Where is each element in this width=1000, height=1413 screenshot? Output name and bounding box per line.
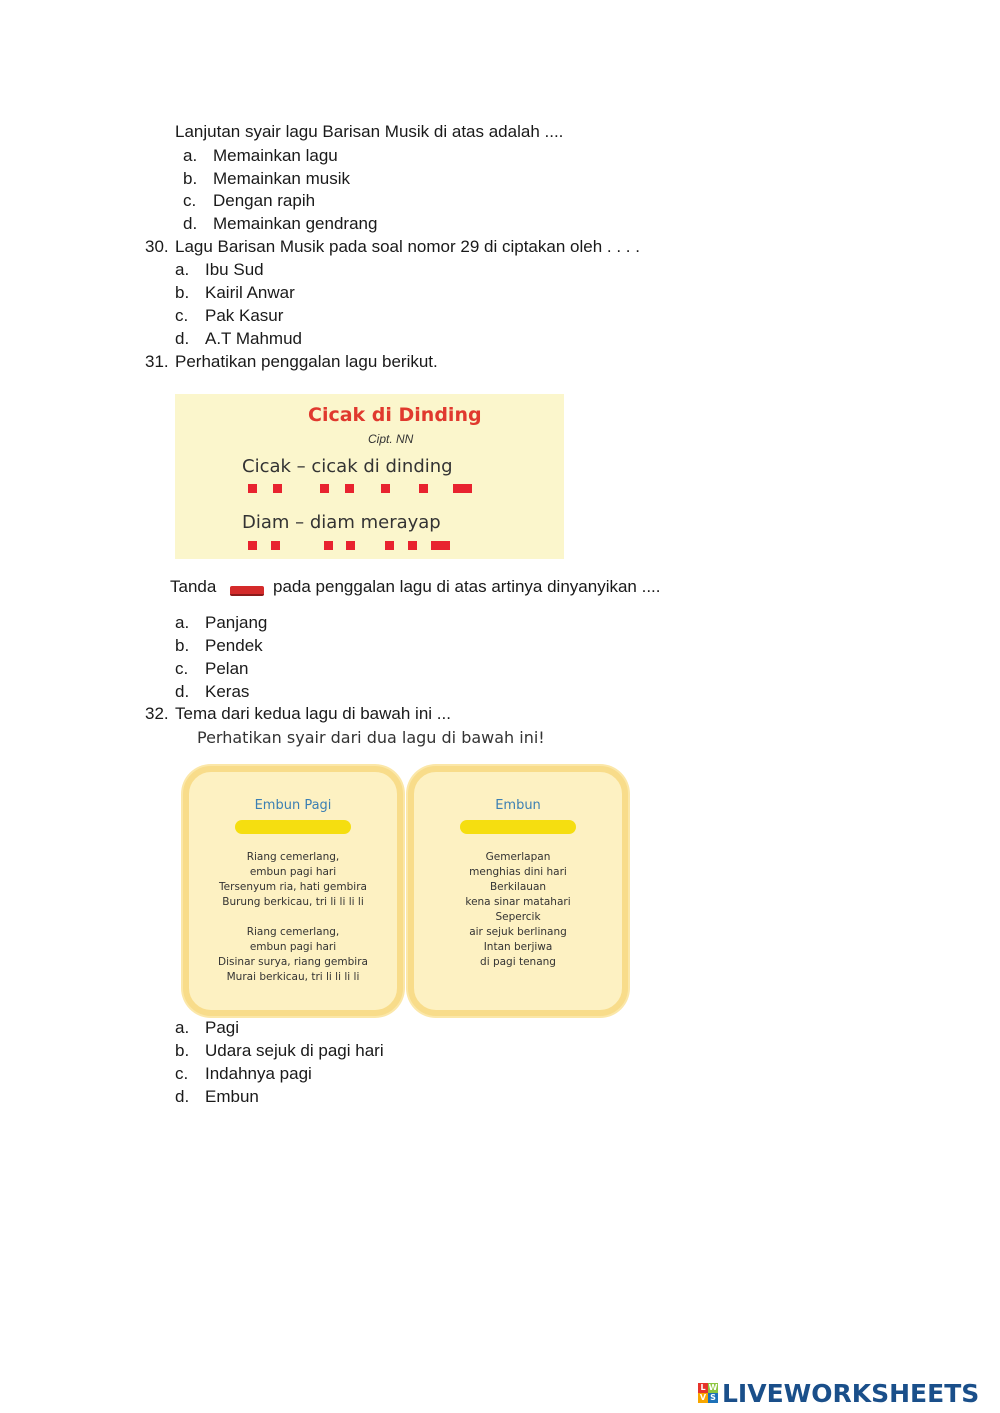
short-mark	[320, 484, 329, 493]
long-mark	[431, 541, 450, 550]
lyric-line: Murai berkicau, tri li li li li	[226, 971, 360, 983]
lyric-line-2: Diam – diam merayap	[242, 512, 441, 533]
q30-number: 30.	[145, 237, 169, 256]
q30-option-c[interactable]: Pak Kasur	[205, 306, 284, 325]
short-mark	[345, 484, 354, 493]
q30-option-b[interactable]: Kairil Anwar	[205, 283, 295, 302]
lyric-line: Burung berkicau, tri li li li li	[222, 896, 364, 908]
lyric-line: Gemerlapan	[485, 851, 551, 863]
lyric-line: kena sinar matahari	[465, 896, 571, 908]
lyric-line: Tersenyum ria, hati gembira	[219, 881, 367, 893]
q31-option-c[interactable]: Pelan	[205, 659, 249, 678]
logo-icon	[698, 1383, 718, 1403]
q31-prompt-before: Tanda	[170, 577, 217, 596]
song-title: Embun Pagi	[254, 798, 332, 813]
song-card-embun	[408, 766, 628, 1016]
q31-stem: Perhatikan penggalan lagu berikut.	[175, 352, 438, 371]
q32-option-c-letter: c.	[175, 1064, 189, 1083]
q32-option-b[interactable]: Udara sejuk di pagi hari	[205, 1041, 384, 1060]
q32-option-a[interactable]: Pagi	[205, 1018, 240, 1037]
logo-text: LIVEWORKSHEETS	[722, 1378, 980, 1408]
logo-icon-letter: V	[699, 1393, 707, 1402]
q29-option-c[interactable]: Dengan rapih	[213, 191, 316, 210]
lyric-line: di pagi tenang	[480, 956, 556, 968]
long-mark-symbol	[230, 586, 264, 596]
short-mark	[346, 541, 355, 550]
song-excerpt-cicak	[175, 394, 564, 559]
logo-icon-letter: W	[708, 1383, 718, 1392]
q29-option-d[interactable]: Memainkan gendrang	[213, 214, 378, 233]
lyric-line: air sejuk berlinang	[469, 926, 567, 938]
q32-option-c[interactable]: Indahnya pagi	[205, 1064, 312, 1083]
q29-option-c-letter: c.	[183, 191, 197, 210]
lyric-line: Sepercik	[495, 911, 541, 923]
q29-option-b[interactable]: Memainkan musik	[213, 169, 350, 188]
q32-option-d[interactable]: Embun	[205, 1087, 259, 1106]
q32-stem: Tema dari kedua lagu di bawah ini ...	[175, 704, 451, 723]
q31-prompt-after: pada penggalan lagu di atas artinya dinyanyikan ....	[273, 577, 661, 596]
q30-option-d-letter: d.	[175, 329, 190, 348]
lyric-line: Berkilauan	[489, 881, 547, 893]
q31-option-c-letter: c.	[175, 659, 189, 678]
lyric-spacer	[189, 910, 397, 925]
q32-option-d-letter: d.	[175, 1087, 190, 1106]
q30-stem: Lagu Barisan Musik pada soal nomor 29 di ciptakan oleh . . . .	[175, 237, 640, 256]
q32-number: 32.	[145, 704, 169, 723]
q32-option-a-letter: a.	[175, 1018, 190, 1037]
q31-option-a[interactable]: Panjang	[205, 613, 268, 632]
q31-option-b[interactable]: Pendek	[205, 636, 263, 655]
short-mark	[271, 541, 280, 550]
q30-option-a[interactable]: Ibu Sud	[205, 260, 264, 279]
q31-number: 31.	[145, 352, 169, 371]
songs-header: Perhatikan syair dari dua lagu di bawah ini!	[197, 728, 545, 747]
lyric-line: menghias dini hari	[469, 866, 567, 878]
q31-option-a-letter: a.	[175, 613, 190, 632]
song-title: Embun	[495, 798, 541, 813]
q30-option-b-letter: b.	[175, 283, 190, 302]
q31-option-d-letter: d.	[175, 682, 190, 701]
q31-option-d[interactable]: Keras	[205, 682, 250, 701]
logo-icon-letter: S	[708, 1393, 718, 1403]
lyric-line: embun pagi hari	[249, 941, 337, 953]
liveworksheets-logo[interactable]	[698, 1378, 979, 1408]
lyric-line: Riang cemerlang,	[246, 851, 340, 863]
q29-option-b-letter: b.	[183, 169, 198, 188]
short-mark	[419, 484, 428, 493]
short-mark	[381, 484, 390, 493]
q30-option-d[interactable]: A.T Mahmud	[205, 329, 303, 348]
lyric-line: Riang cemerlang,	[246, 926, 340, 938]
song-title: Cicak di Dinding	[308, 404, 482, 426]
q29-option-a[interactable]: Memainkan lagu	[213, 146, 338, 165]
song-lyrics	[414, 850, 622, 970]
highlight-bar	[460, 820, 576, 834]
q29-option-d-letter: d.	[183, 214, 198, 233]
short-mark	[248, 541, 257, 550]
q30-option-c-letter: c.	[175, 306, 189, 325]
short-mark	[273, 484, 282, 493]
long-mark	[453, 484, 472, 493]
q32-option-b-letter: b.	[175, 1041, 190, 1060]
short-mark	[324, 541, 333, 550]
logo-icon-letter: L	[698, 1383, 708, 1393]
song-lyrics	[189, 850, 397, 985]
q29-stem: Lanjutan syair lagu Barisan Musik di atas adalah ....	[175, 122, 564, 141]
short-mark	[248, 484, 257, 493]
q29-option-a-letter: a.	[183, 146, 198, 165]
short-mark	[385, 541, 394, 550]
song-author: Cipt. NN	[368, 432, 414, 446]
song-card-embun-pagi	[183, 766, 403, 1016]
short-mark	[408, 541, 417, 550]
highlight-bar	[235, 820, 351, 834]
q30-option-a-letter: a.	[175, 260, 190, 279]
lyric-line: Disinar surya, riang gembira	[218, 956, 368, 968]
lyric-line: embun pagi hari	[249, 866, 337, 878]
lyric-line-1: Cicak – cicak di dinding	[242, 456, 453, 477]
q31-option-b-letter: b.	[175, 636, 190, 655]
lyric-line: Intan berjiwa	[483, 941, 553, 953]
